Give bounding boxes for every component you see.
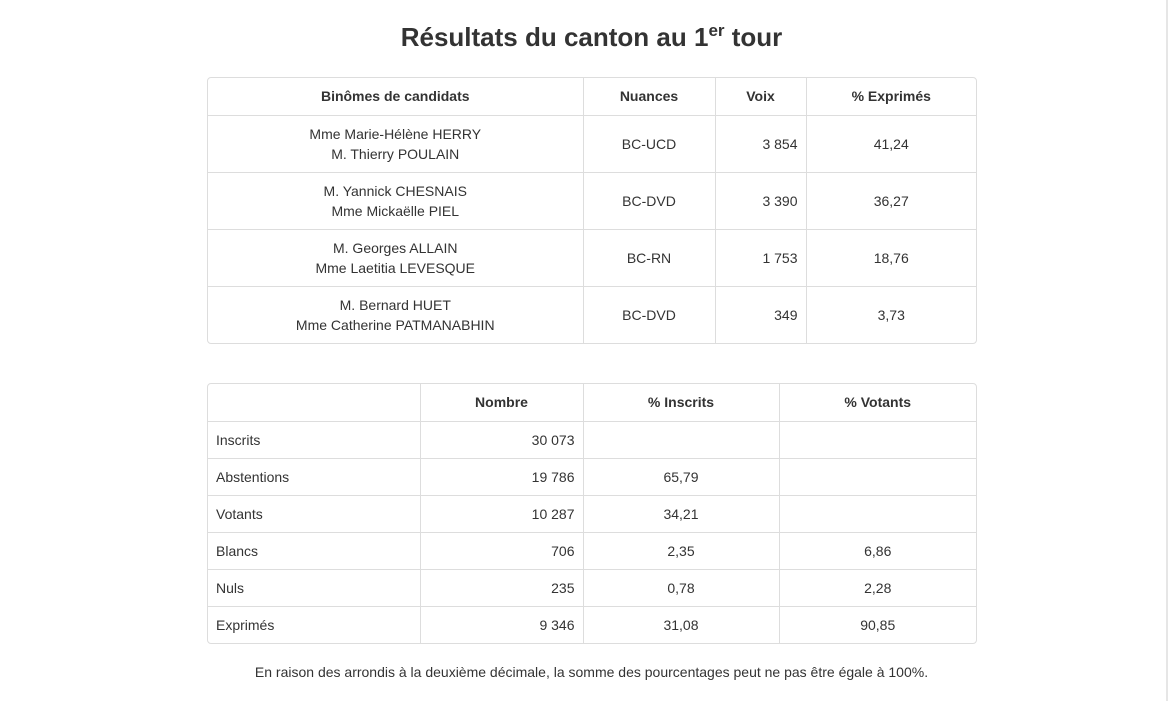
summary-label: Nuls [208, 569, 420, 606]
summary-label: Inscrits [208, 421, 420, 458]
candidate-nuance: BC-DVD [583, 286, 715, 343]
summary-nombre: 19 786 [420, 458, 583, 495]
summary-table [208, 384, 976, 643]
summary-nombre: 706 [420, 532, 583, 569]
summary-pct-inscrits: 31,08 [583, 606, 779, 643]
candidate-nuance: BC-RN [583, 229, 715, 286]
summary-row [208, 421, 976, 458]
candidate-row [208, 229, 976, 286]
candidate-names [208, 172, 583, 229]
candidate-pct: 3,73 [877, 306, 905, 323]
summary-pct-votants [779, 421, 976, 458]
summary-nombre: 10 287 [420, 495, 583, 532]
header-nuances: Nuances [583, 78, 715, 115]
summary-label: Blancs [208, 532, 420, 569]
candidate-name: M. Thierry POULAIN [331, 145, 460, 162]
header-binomes: Binômes de candidats [208, 78, 583, 115]
candidate-pct: 41,24 [806, 115, 976, 172]
candidate-pct: 36,27 [806, 172, 976, 229]
candidate-voix: 349 [715, 286, 806, 343]
candidate-name: M. Bernard HUET [339, 296, 451, 313]
summary-header-row [208, 384, 976, 421]
candidate-nuance: BC-DVD [583, 172, 715, 229]
summary-row [208, 458, 976, 495]
candidate-names [208, 229, 583, 286]
candidate-voix: 3 390 [715, 172, 806, 229]
candidates-header-row [208, 78, 976, 115]
candidate-voix: 3 854 [715, 115, 806, 172]
header-pct-inscrits: % Inscrits [583, 384, 779, 421]
candidate-name: M. Yannick CHESNAIS [323, 182, 467, 199]
candidate-name: Mme Catherine PATMANABHIN [295, 316, 495, 333]
header-empty [208, 384, 420, 421]
candidates-table-container [207, 77, 977, 344]
summary-label: Votants [208, 495, 420, 532]
header-pct-votants: % Votants [779, 384, 976, 421]
summary-pct-inscrits [583, 421, 779, 458]
summary-pct-votants [779, 458, 976, 495]
summary-pct-inscrits: 2,35 [583, 532, 779, 569]
summary-pct-inscrits: 34,21 [583, 495, 779, 532]
summary-pct-inscrits: 0,78 [583, 569, 779, 606]
summary-row [208, 569, 976, 606]
page-title: Résultats du canton au 1er tour [400, 21, 783, 52]
candidate-row [208, 115, 976, 172]
candidate-name: Mme Marie-Hélène HERRY [309, 125, 482, 142]
candidate-row [208, 286, 976, 343]
summary-pct-inscrits: 65,79 [583, 458, 779, 495]
candidate-names [208, 286, 583, 343]
rounding-footnote: En raison des arrondis à la deuxième décimale, la somme des pourcentages peut ne pas être égale à 100%. [254, 664, 929, 680]
summary-label: Abstentions [208, 458, 420, 495]
summary-label: Exprimés [208, 606, 420, 643]
summary-nombre: 235 [420, 569, 583, 606]
header-nombre: Nombre [420, 384, 583, 421]
summary-pct-votants: 2,28 [779, 569, 976, 606]
candidate-voix: 1 753 [715, 229, 806, 286]
candidate-nuance: BC-UCD [583, 115, 715, 172]
summary-pct-votants [779, 495, 976, 532]
candidate-row [208, 172, 976, 229]
candidate-name: Mme Laetitia LEVESQUE [315, 259, 475, 276]
summary-pct-votants: 90,85 [860, 616, 896, 633]
summary-nombre: 30 073 [420, 421, 583, 458]
candidate-pct: 18,76 [806, 229, 976, 286]
summary-row [208, 606, 976, 643]
summary-table-container [207, 383, 977, 644]
summary-nombre: 9 346 [420, 606, 583, 643]
summary-row [208, 532, 976, 569]
summary-row [208, 495, 976, 532]
candidate-names [208, 115, 583, 172]
header-pct-exprimes: % Exprimés [806, 78, 976, 115]
candidates-table [208, 78, 976, 343]
title-superscript: er [708, 21, 725, 40]
summary-pct-votants: 6,86 [779, 532, 976, 569]
candidate-name: Mme Mickaëlle PIEL [331, 202, 460, 219]
header-voix: Voix [715, 78, 806, 115]
candidate-name: M. Georges ALLAIN [332, 239, 458, 256]
